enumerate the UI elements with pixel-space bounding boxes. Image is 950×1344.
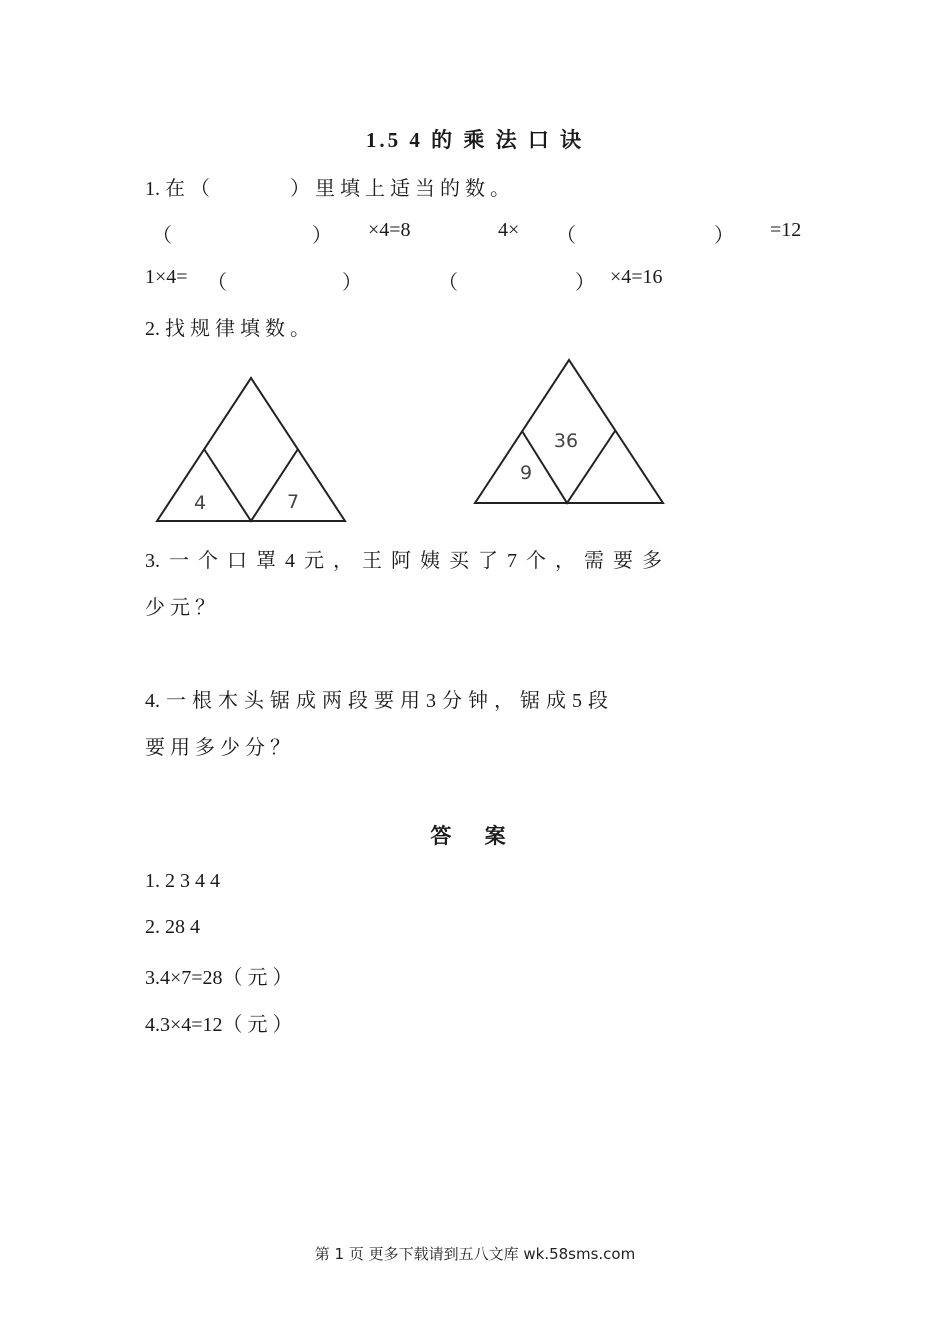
blank-close: ） bbox=[714, 225, 734, 247]
question-4-line-2: 要 用 多 少 分 ？ bbox=[145, 737, 290, 759]
equation-part: ×4=8 bbox=[368, 219, 411, 241]
blank-open: （ bbox=[438, 272, 458, 294]
triangle-top-value: 36 bbox=[553, 430, 579, 452]
equation-part: =12 bbox=[770, 219, 802, 241]
outer-triangle bbox=[157, 378, 345, 521]
blank-close: ） bbox=[342, 272, 362, 294]
equation-part: ×4=16 bbox=[610, 266, 663, 288]
question-2-prompt: 2. 找 规 律 填 数 。 bbox=[145, 318, 310, 340]
blank-close: ） bbox=[575, 272, 595, 294]
triangle-right-value: 7 bbox=[286, 491, 300, 513]
question-3-line-1: 3. 一 个 口 罩 4 元 ， 王 阿 姨 买 了 7 个 ， 需 要 多 bbox=[145, 550, 662, 572]
page-footer: 第 1 页 更多下载请到五八文库 wk.58sms.com bbox=[314, 1245, 636, 1263]
question-1-prompt: 1. 在 （ ） 里 填 上 适 当 的 数 。 bbox=[145, 178, 510, 200]
blank-open: （ bbox=[556, 225, 576, 247]
triangle-figure-2 bbox=[470, 354, 670, 509]
equation-part: 4× bbox=[498, 219, 520, 241]
question-4-line-1: 4. 一 根 木 头 锯 成 两 段 要 用 3 分 钟 ， 锯 成 5 段 bbox=[145, 690, 608, 712]
equation-part: 1×4= bbox=[145, 266, 188, 288]
answer-2: 2. 28 4 bbox=[145, 916, 200, 938]
triangle-left-value: 9 bbox=[519, 462, 533, 484]
answer-4: 4.3×4=12（ 元 ） bbox=[145, 1014, 293, 1036]
answer-1: 1. 2 3 4 4 bbox=[145, 870, 220, 892]
inner-divider-lines bbox=[204, 449, 298, 521]
answers-title: 答 案 bbox=[430, 824, 520, 848]
answer-3: 3.4×7=28（ 元 ） bbox=[145, 967, 293, 989]
blank-open: （ bbox=[207, 272, 227, 294]
question-3-line-2: 少 元 ？ bbox=[145, 597, 215, 619]
blank-close: ） bbox=[312, 225, 332, 247]
blank-open: （ bbox=[152, 225, 172, 247]
worksheet-title: 1.5 4 的 乘 法 口 诀 bbox=[365, 128, 585, 152]
triangle-figure-1 bbox=[150, 372, 350, 527]
triangle-left-value: 4 bbox=[193, 492, 207, 514]
